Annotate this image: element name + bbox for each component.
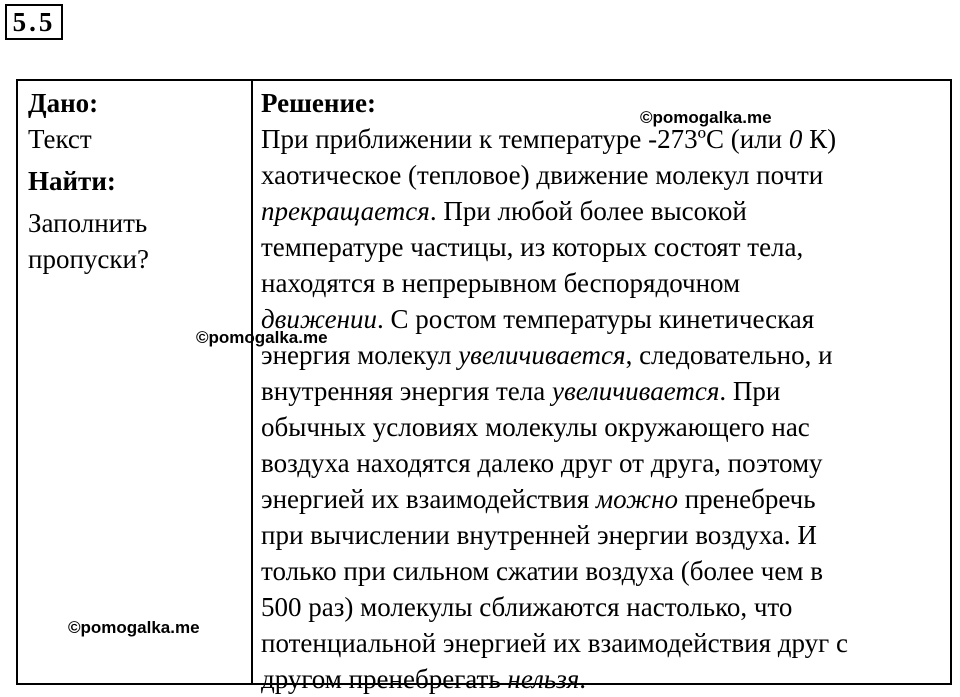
find-line-1: Заполнить bbox=[28, 208, 148, 238]
solution-column bbox=[261, 85, 941, 697]
emphasized-word: увеличивается bbox=[458, 340, 626, 370]
line-text: только при сильном сжатии воздуха (более чем в bbox=[261, 556, 823, 586]
line-text: другом пренебрегать bbox=[261, 664, 508, 694]
emphasized-word: можно bbox=[595, 484, 678, 514]
solution-line bbox=[261, 301, 941, 337]
solution-line bbox=[261, 625, 941, 661]
line-text: При приближении к температуре -273ºС (или bbox=[261, 124, 789, 154]
given-text: Текст bbox=[28, 124, 92, 154]
solution-line bbox=[261, 373, 941, 409]
solution-line bbox=[261, 481, 941, 517]
solution-header: Решение: bbox=[261, 88, 376, 118]
find-header: Найти: bbox=[28, 166, 116, 196]
given-header: Дано: bbox=[28, 88, 99, 118]
line-text: внутренняя энергия тела bbox=[261, 376, 553, 406]
line-text: воздуха находятся далеко друг от друга, поэтому bbox=[261, 448, 823, 478]
solution-line bbox=[261, 445, 941, 481]
solution-line bbox=[261, 661, 941, 697]
watermark-middle: ©pomogalka.me bbox=[196, 328, 328, 347]
given-column bbox=[28, 85, 244, 277]
column-divider bbox=[251, 81, 253, 683]
watermark-top: ©pomogalka.me bbox=[640, 108, 772, 127]
solution-line bbox=[261, 409, 941, 445]
line-text: хаотическое (тепловое) движение молекул почти bbox=[261, 160, 824, 190]
emphasized-word: движении bbox=[261, 304, 378, 334]
line-text: потенциальной энергией их взаимодействия друг с bbox=[261, 628, 848, 658]
line-text: при вычислении внутренней энергии воздуха. И bbox=[261, 520, 817, 550]
line-text: , следовательно, и bbox=[625, 340, 833, 370]
solution-text bbox=[261, 121, 941, 697]
line-text: пренебречь bbox=[677, 484, 816, 514]
solution-line bbox=[261, 265, 941, 301]
solution-line bbox=[261, 517, 941, 553]
line-text: обычных условиях молекулы окружающего нас bbox=[261, 412, 810, 442]
solution-line bbox=[261, 229, 941, 265]
line-text: энергия молекул bbox=[261, 340, 459, 370]
solution-line bbox=[261, 157, 941, 193]
solution-table bbox=[16, 79, 952, 694]
line-text: энергией их взаимодействия bbox=[261, 484, 596, 514]
line-text: . При любой более высокой bbox=[429, 196, 747, 226]
emphasized-word: 0 bbox=[788, 124, 803, 154]
line-text: . С ростом температуры кинетическая bbox=[377, 304, 815, 334]
problem-number: 5.5 bbox=[5, 4, 63, 40]
solution-line bbox=[261, 193, 941, 229]
solution-line bbox=[261, 589, 941, 625]
line-text: температуре частицы, из которых состоят тела, bbox=[261, 232, 804, 262]
solution-line bbox=[261, 337, 941, 373]
emphasized-word: нельзя bbox=[507, 664, 580, 694]
emphasized-word: увеличивается bbox=[552, 376, 720, 406]
emphasized-word: прекращается bbox=[261, 196, 430, 226]
solution-line bbox=[261, 553, 941, 589]
line-text: . При bbox=[719, 376, 781, 406]
line-text: 500 раз) молекулы сближаются настолько, что bbox=[261, 592, 793, 622]
line-text: . bbox=[579, 664, 587, 694]
solution-line bbox=[261, 121, 941, 157]
line-text: находятся в непрерывном беспорядочном bbox=[261, 268, 741, 298]
line-text: К) bbox=[802, 124, 837, 154]
watermark-bottom: ©pomogalka.me bbox=[68, 618, 200, 637]
find-line-2: пропуски? bbox=[28, 244, 149, 274]
